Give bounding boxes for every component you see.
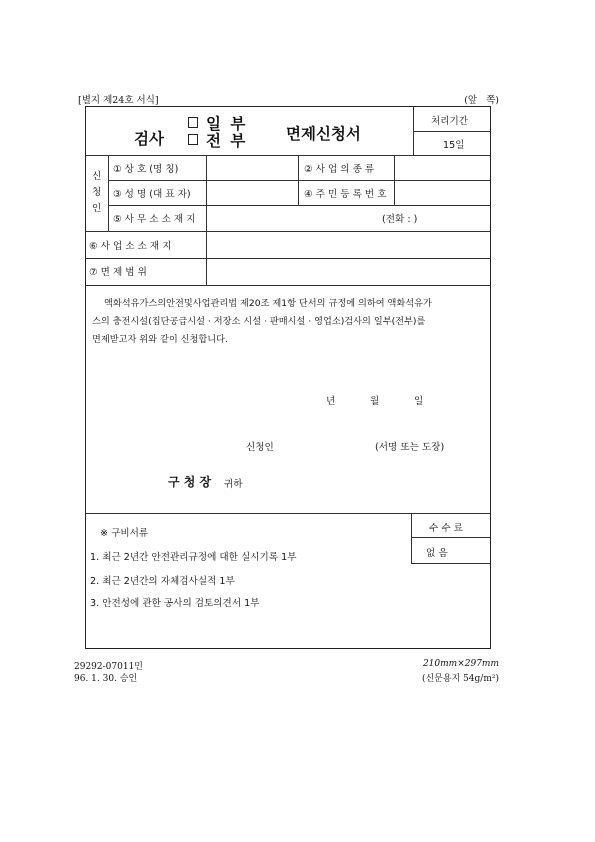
recipient-name: 구 청 장 <box>168 475 212 489</box>
office-address-field[interactable] <box>207 206 377 230</box>
title-suffix: 면제신청서 <box>286 125 361 143</box>
exemption-scope-label: ⑦ 면 제 범 위 <box>89 267 147 278</box>
paper-type: (신문용지 54g/m²) <box>421 674 499 684</box>
required-doc-item-2: 2. 최근 2년간의 자체검사실적 1부 <box>90 576 235 587</box>
processing-period-value: 15일 <box>443 140 465 151</box>
recipient-suffix: 귀하 <box>224 479 243 490</box>
applicant-signature-label: 신청인 <box>246 442 274 453</box>
required-doc-item-1: 1. 최근 2년간 안전관리규정에 대한 실시기록 1부 <box>90 552 297 563</box>
form-number: [별지 제24호 서식] <box>78 95 159 106</box>
form-frame <box>85 106 491 649</box>
representative-name-label: ③ 성 명 (대 표 자) <box>113 189 191 200</box>
business-type-field[interactable] <box>395 156 490 179</box>
checkbox-full[interactable] <box>188 134 198 145</box>
page-side-label: (앞 쪽) <box>464 95 499 106</box>
site-address-label: ⑥ 사 업 소 소 재 지 <box>89 241 172 252</box>
resident-number-field[interactable] <box>395 181 490 204</box>
business-type-label: ② 사 업 의 종 류 <box>304 164 375 175</box>
processing-period-label: 처리기간 <box>431 116 469 127</box>
approval-date: 96. 1. 30. 승인 <box>74 674 138 684</box>
office-address-label: ⑤ 사 무 소 소 재 지 <box>113 214 196 225</box>
trade-name-label: ① 상 호 (명 칭) <box>113 164 179 175</box>
title-option-full: 전 부 <box>206 132 248 150</box>
signature-note: (서명 또는 도장) <box>375 442 445 453</box>
applicant-group-label: 신 청 인 <box>92 171 102 214</box>
form-code: 29292-07011민 <box>74 662 143 672</box>
phone-label: (전화 : ) <box>382 214 418 225</box>
site-address-field[interactable] <box>207 232 490 257</box>
fee-label: 수 수 료 <box>429 523 463 534</box>
checkbox-partial[interactable] <box>188 117 198 128</box>
statement-line-3: 면제받고자 위와 같이 신청합니다. <box>92 334 228 345</box>
statement-line-1: 액화석유가스의안전및사업관리법 제20조 제1항 단서의 규정에 의하여 액화석유가 <box>104 298 432 309</box>
date-month: 월 <box>370 396 380 407</box>
resident-number-label: ④ 주 민 등 록 번 호 <box>304 189 387 200</box>
date-day: 일 <box>414 396 424 407</box>
paper-size: 210mm×297mm <box>422 659 499 669</box>
fee-value: 없 음 <box>426 548 448 559</box>
required-doc-item-3: 3. 안전성에 관한 공사의 검토의견서 1부 <box>90 598 260 609</box>
title-option-partial: 일 부 <box>206 115 248 133</box>
statement-line-2: 스의 충전시설(집단공급시설 · 저장소 시설 · 판매시설 · 영업소)검사의 일부(전부)를 <box>92 316 426 327</box>
representative-name-field[interactable] <box>207 181 297 204</box>
required-docs-heading: ※ 구비서류 <box>100 528 149 539</box>
date-year: 년 <box>326 396 336 407</box>
exemption-scope-field[interactable] <box>207 259 490 284</box>
title-prefix: 검사 <box>134 130 164 148</box>
trade-name-field[interactable] <box>207 156 297 179</box>
